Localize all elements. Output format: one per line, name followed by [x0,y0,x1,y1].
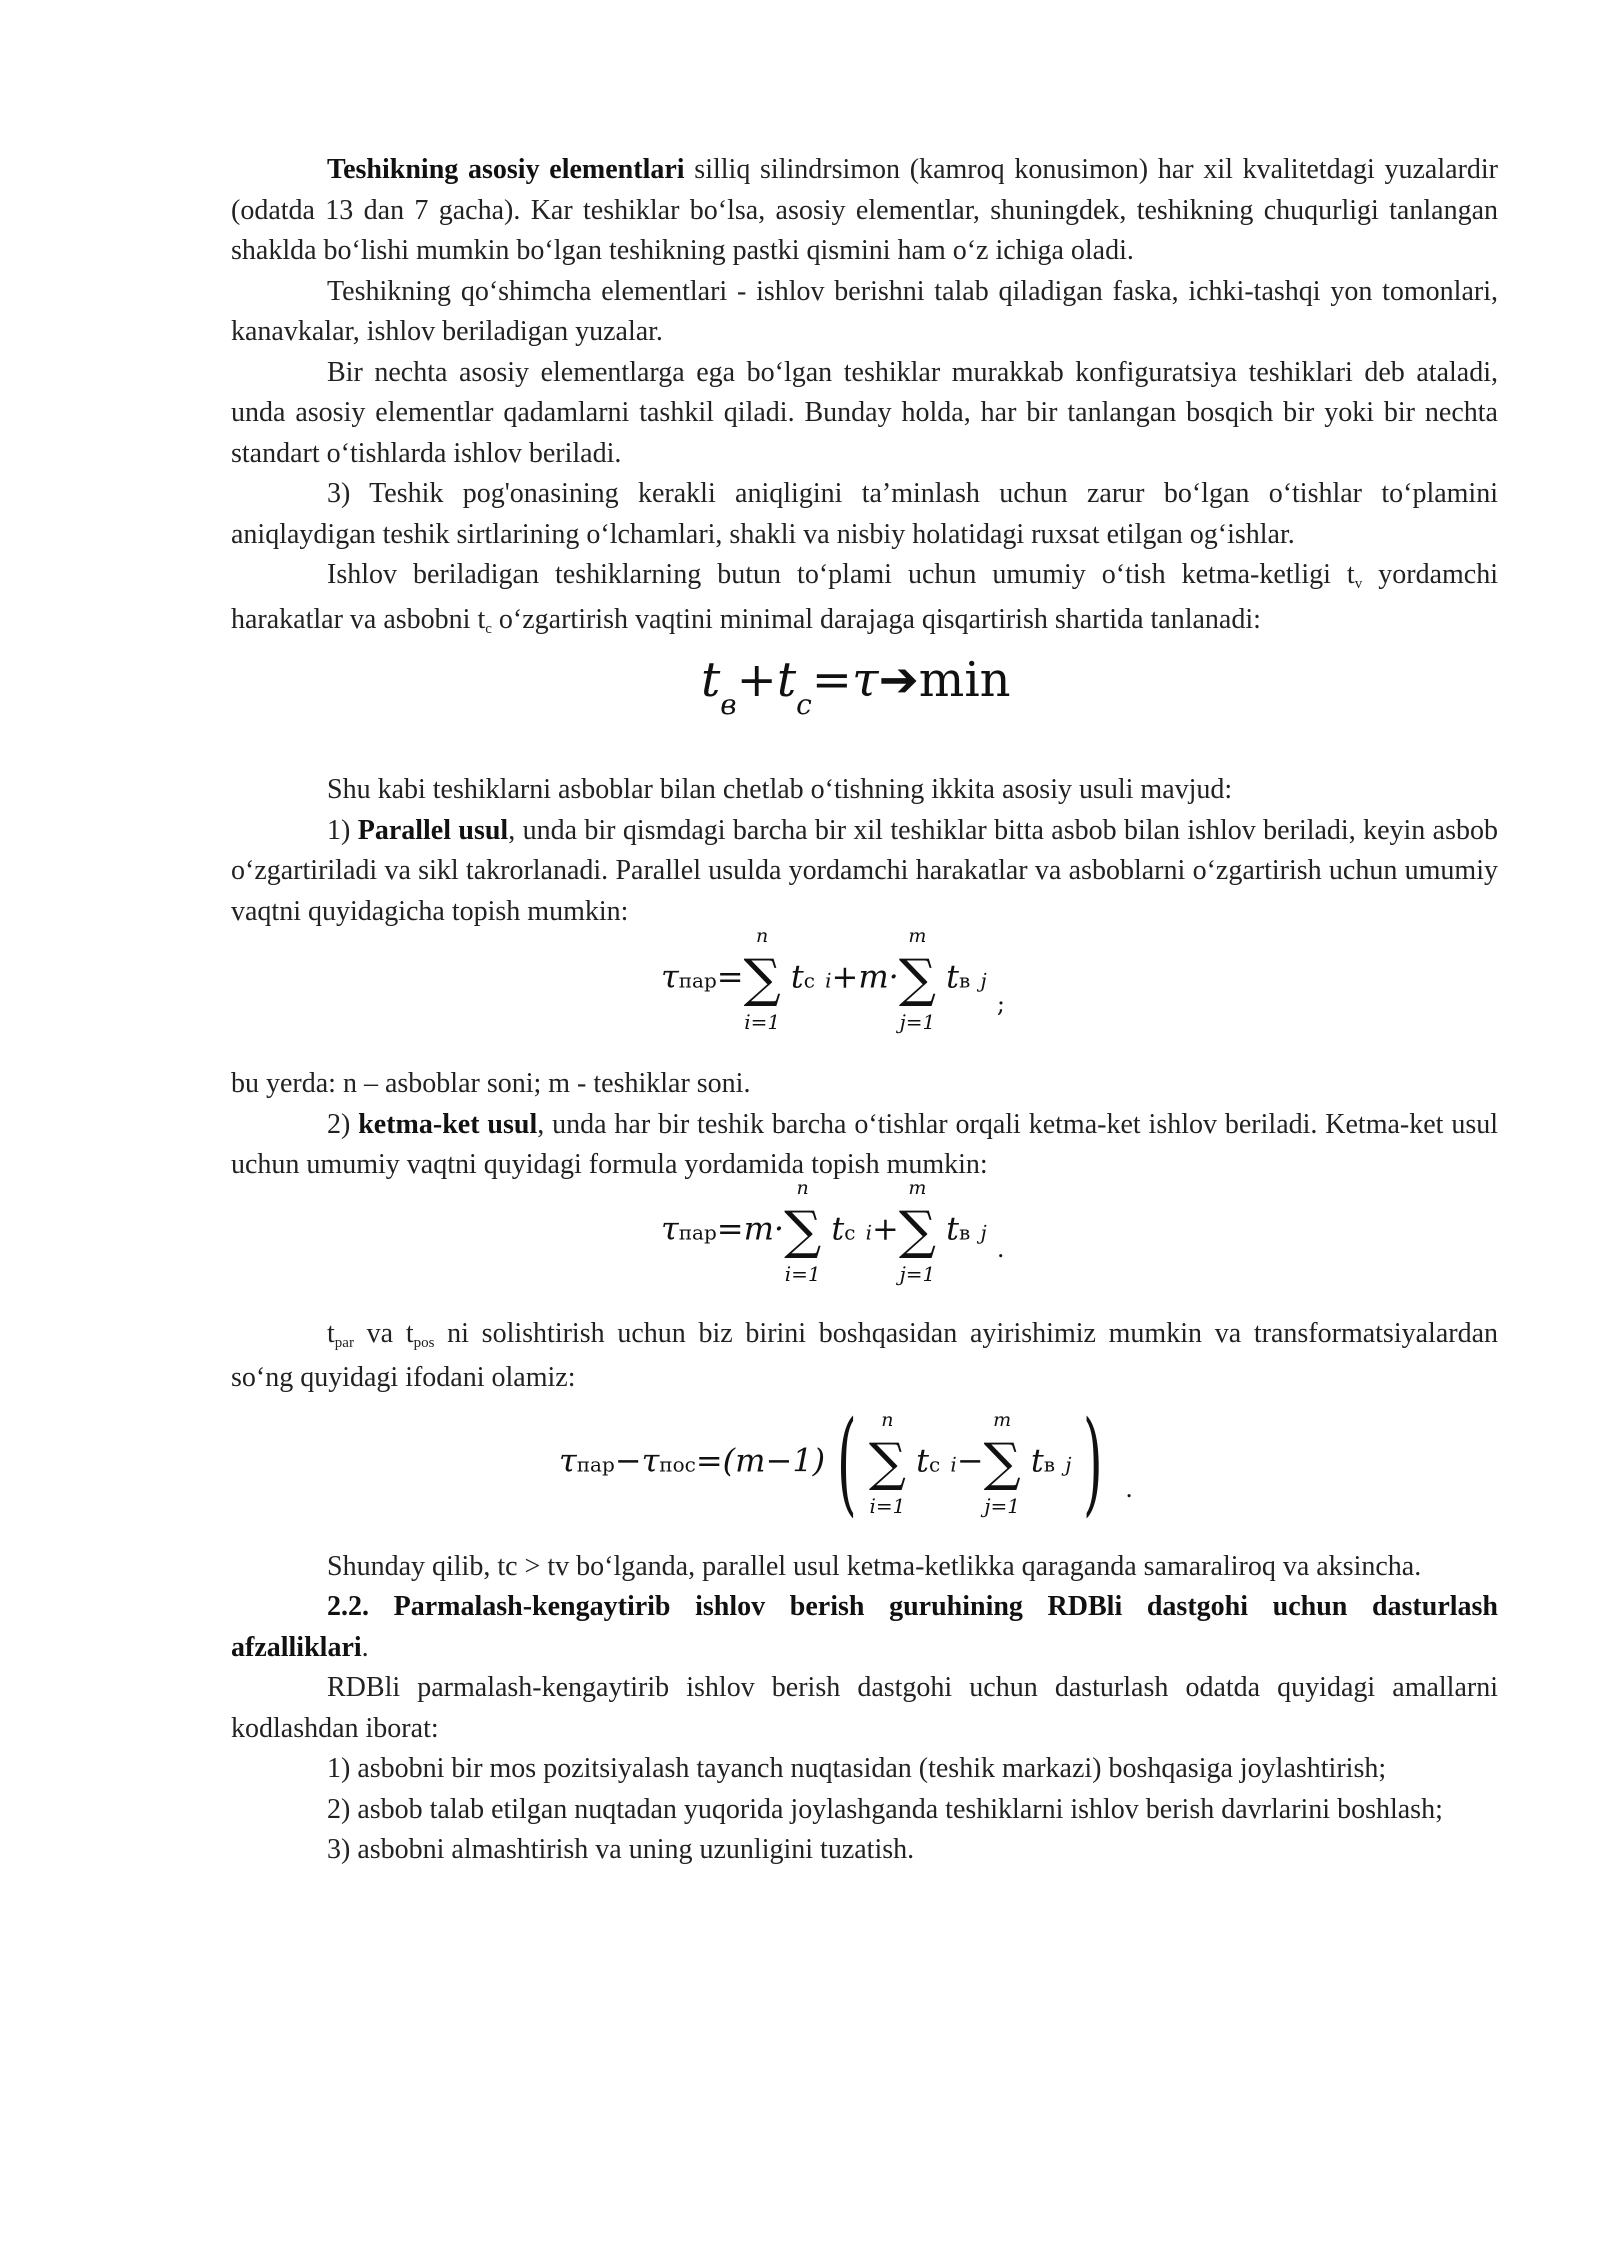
sum-lower: i=1 [869,1493,906,1518]
sum-upper: m [908,925,927,947]
var-t: t [776,652,797,708]
equation-body [559,1397,1133,1528]
sub: c [803,968,815,993]
sub: c [844,1220,856,1244]
subscript: v [1354,576,1363,592]
var-t: t [790,957,804,996]
paragraph-complex-holes: Bir nechta asosiy elementlarga ega bo‘lgan teshiklar murakkab konfiguratsiya teshiklari deb ataladi, unda asosiy elementlar qadamlarni tashkil qiladi. Bunday holda, har bir tanlangan bosqich bir yoki bir nechta standart o‘tishlarda ishlov beriladi. [231,356,1498,469]
paragraph-two-methods: Shu kabi teshiklarni asboblar bilan chetlab o‘tishning ikkita asosiy usuli mavjud: [327,774,1233,805]
paragraph-main-elements [231,150,1498,272]
sum-symbol: m ∑ j=1 [984,1436,1021,1490]
sub: в [1043,1452,1056,1476]
punct: . [1125,1475,1133,1503]
section-heading-2-2 [231,1587,1498,1668]
sum-upper: n [796,1176,809,1199]
sum-symbol: n ∑ i=1 [784,1204,821,1258]
equation-parallel [231,925,1498,1064]
op: +m· [831,957,899,996]
paragraph-conclusion: Shunday qilib, tc > tv bo‘lganda, parallel usul ketma-ketlikka qaraganda samaraliroq va aksincha. [327,1550,1422,1582]
paragraph-programming: RDBli parmalash-kengaytirib ishlov berish dastgohi uchun dasturlash odatda quyidagi amallarni kodlashdan iborat: [231,1672,1498,1744]
var-t: t [946,1209,959,1247]
text: Ishlov beriladigan teshiklarning butun to‘plami uchun umumiy o‘tish ketma-ketligi t [327,559,1355,590]
sub-v: в [720,688,737,721]
var-tau: τ [559,1441,577,1479]
term-main-elements: Teshikning asosiy elementlari [327,154,685,185]
sum-lower: j=1 [899,1261,936,1286]
sum-upper: n [881,1408,894,1431]
equation-time-min [231,644,1498,770]
sum-upper: m [908,1176,927,1199]
var-t: t [701,652,721,708]
paragraph-sequential [231,1105,1498,1186]
sub-c: c [796,688,812,721]
sum-symbol: n ∑ i=1 [869,1436,906,1490]
sub-par: пар [678,1220,717,1244]
index: i [825,968,832,993]
subscript: pos [413,1334,435,1351]
paragraph-additional-elements: Teshikning qo‘shimcha elementlari - ishlov berishni talab qiladigan faska, ichki-tashqi yon tomonlari, kanavkalar, ishlov beriladigan yuzalar. [231,275,1498,347]
term-sequential: ketma-ket usul [358,1108,538,1140]
paragraph-where: bu yerda: n – asboblar soni; m - teshiklar soni. [231,1068,751,1099]
var-tau: τ [852,652,879,708]
punct: ; [996,989,1005,1018]
paragraph-parallel [231,811,1498,933]
subscript: par [334,1334,354,1351]
paragraph-item-3: 3) Teshik pog'onasining kerakli aniqligini ta’minlash uchun zarur bo‘lgan o‘tishlar to‘plamini aniqlaydigan teshik sirtlarining o‘lchamlari, shakli va nisbiy holatidagi ruxsat etilgan og‘ishlar. [231,478,1498,550]
index: j [980,968,987,993]
sum-symbol: m ∑ j=1 [899,952,936,1006]
sub-pos: пос [659,1452,696,1476]
left-paren: ( [837,1397,857,1528]
text: ni solishtirish uchun biz birini boshqasidan ayirishimiz mumkin va transformatsiyalardan so‘ng quyidagi ifodani olamiz: [231,1317,1498,1393]
text: 1) [327,814,358,846]
op-plus: + [736,652,777,708]
text: , unda har bir teshik barcha o‘tishlar orqali ketma-ket ishlov beriladi. Ketma-ket usul uchun umumiy vaqtni quyidagi formula yordamida topish mumkin: [231,1108,1499,1180]
index: i [865,1220,873,1244]
document-page [231,150,1498,1871]
list-item-2: 2) asbob talab etilgan nuqtadan yuqorida joylashganda teshiklarni ishlov berish davrlarini boshlash; [327,1793,1443,1825]
index: j [1065,1452,1072,1476]
sum-upper: m [993,1408,1012,1431]
var-t: t [916,1441,930,1479]
sum-lower: j=1 [899,1010,936,1034]
paragraph-compare [231,1314,1498,1399]
term-parallel: Parallel usul [357,814,509,846]
list-item-1: 1) asbobni bir mos pozitsiyalash tayanch nuqtasidan (teshik markazi) boshqasiga joylashtirish; [327,1753,1387,1784]
punct: . [361,1631,369,1663]
text: t [327,1317,335,1349]
sub: c [929,1452,941,1476]
sum-symbol: n ∑ i=1 [744,952,781,1006]
sub: в [959,1220,971,1244]
factor: =(m−1) [695,1441,826,1479]
var-t: t [831,1209,845,1247]
heading-text: 2.2. Parmalash-kengaytirib ishlov berish guruhining RDBli dastgohi uchun dasturlash afzalliklari [231,1591,1498,1663]
sum-lower: j=1 [984,1493,1021,1518]
text: va t [353,1317,414,1349]
equation-body [661,1176,1005,1286]
var-t: t [946,957,959,996]
var-tau: τ [661,1209,679,1247]
op: + [872,1209,899,1247]
op-eq: = [811,652,853,708]
punct: . [996,1235,1005,1263]
op: − [956,1441,984,1479]
equation-body [701,650,1011,721]
op-minus: − [614,1441,642,1479]
var-tau: τ [661,957,679,996]
subscript: c [485,620,492,637]
index: i [950,1452,957,1476]
text: o‘zgartirish vaqtini minimal darajaga qisqartirish shartida tanlanadi: [491,603,1261,635]
sub-par: пар [576,1452,615,1476]
sub-par: пар [678,968,717,993]
text: 2) [327,1108,359,1140]
var-tau: τ [641,1441,660,1479]
var-t: t [1030,1441,1044,1479]
op-eq: = [716,957,744,996]
op: =m· [716,1209,785,1247]
equation-body [661,925,1005,1034]
sum-lower: i=1 [784,1261,821,1286]
equation-sequential [231,1176,1498,1314]
paragraph-sequence [231,555,1498,644]
equation-difference [231,1399,1498,1547]
text: yordamchi harakatlar va asbobni t [231,559,1498,635]
paragraph-text: silliq silindrsimon (kamroq konusimon) har xil kvalitetdagi yuzalardir (odatda 13 dan 7 gacha). Kar teshiklar bo‘lsa, asosiy elementlar, shuningdek, teshikning chuqurligi tanlangan shaklda bo‘lishi mumkin bo‘lgan teshikning pastki qismini ham o‘z ichiga oladi. [231,154,1498,266]
list-item-3: 3) asbobni almashtirish va uning uzunligini tuzatish. [327,1834,915,1865]
text: , unda bir qismdagi barcha bir xil teshiklar bitta asbob bilan ishlov beriladi, keyin asbob o‘zgartiriladi va sikl takrorlanadi. Parallel usulda yordamchi harakatlar va asboblarni o‘zgartirish uchun umumiy vaqtni quyidagicha topish mumkin: [231,814,1498,927]
sub: в [959,968,971,993]
sum-upper: n [756,925,769,947]
sum-symbol: m ∑ j=1 [899,1204,936,1258]
arrow-icon: ➔ [878,652,919,708]
right-paren: ) [1083,1397,1104,1528]
min-label: min [918,652,1011,708]
index: j [980,1220,987,1244]
sum-lower: i=1 [744,1010,781,1034]
